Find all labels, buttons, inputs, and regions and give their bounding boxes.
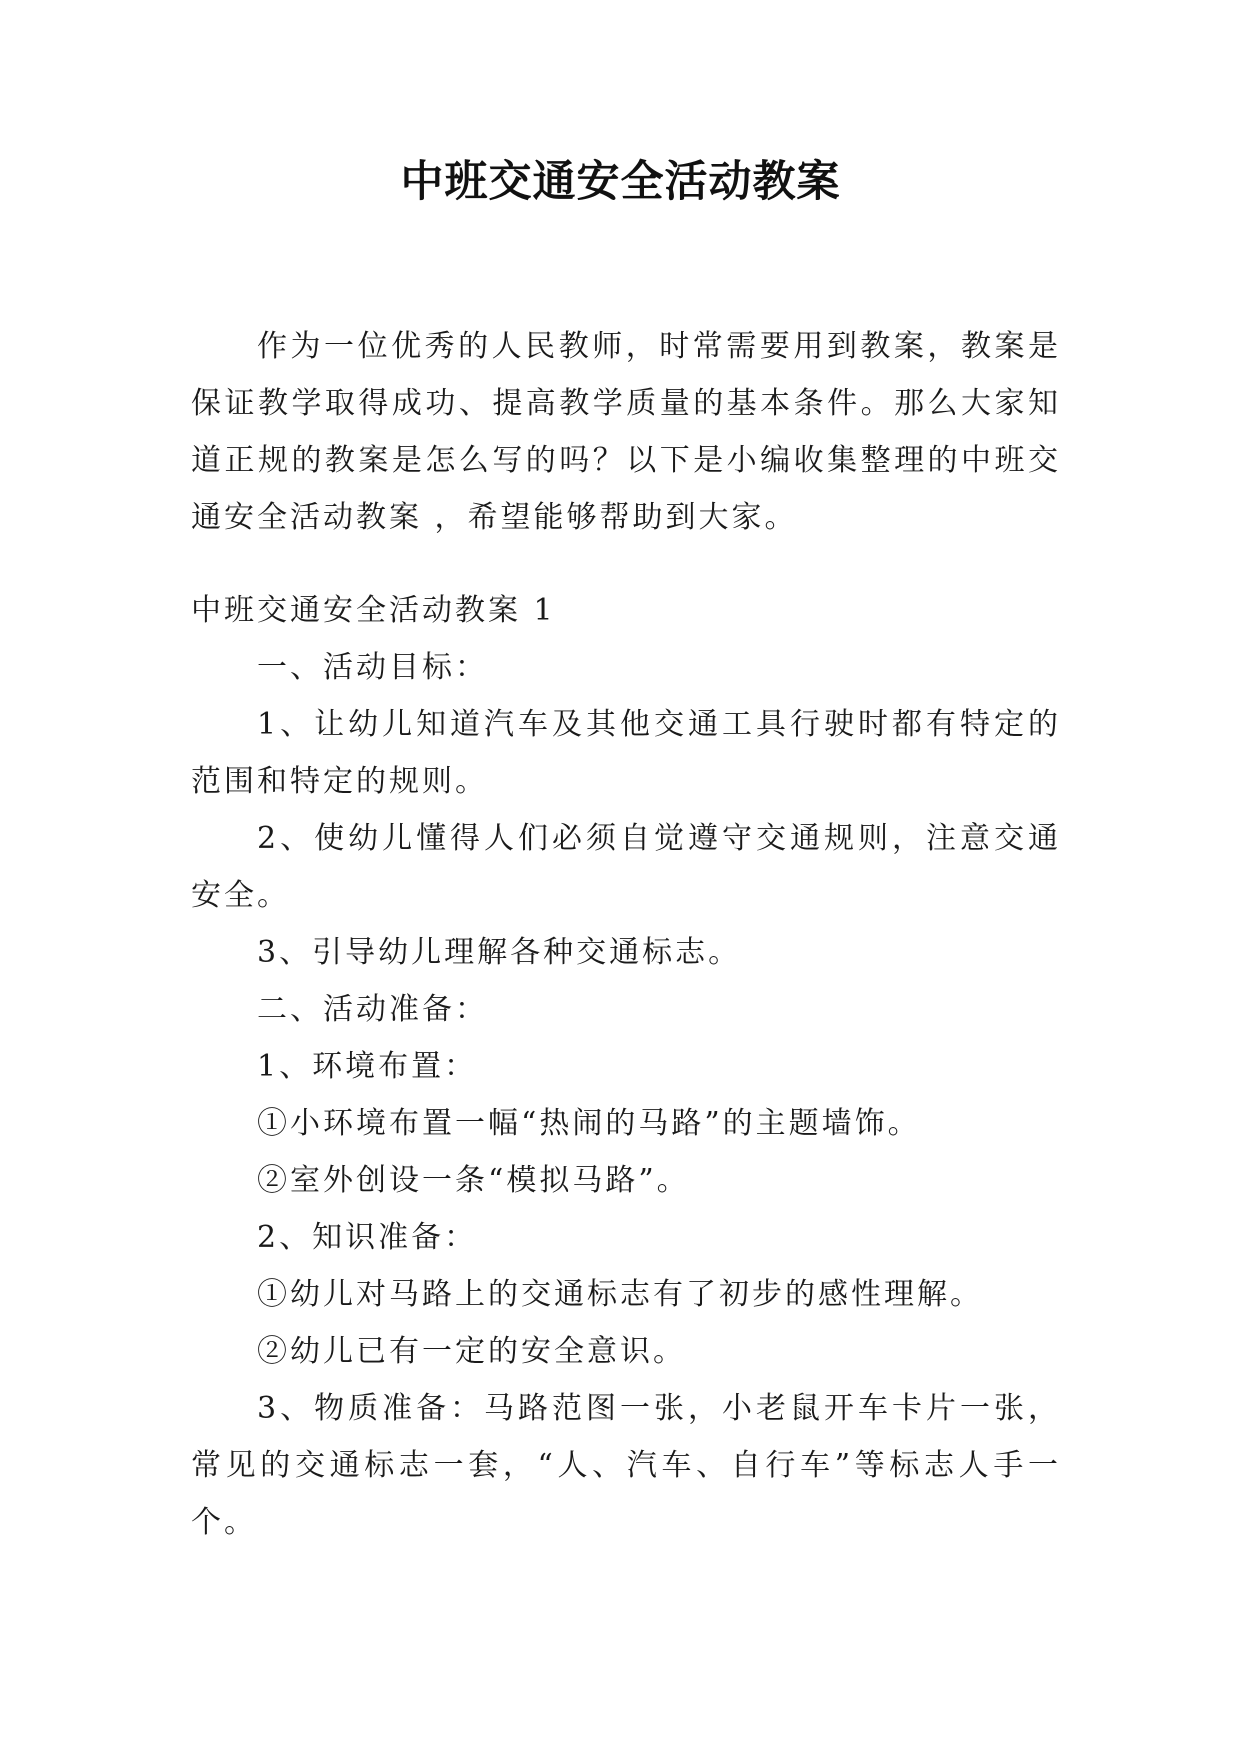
- paragraph-knowledge-item-1: ①幼儿对马路上的交通标志有了初步的感性理解。: [257, 1277, 983, 1312]
- paragraph-knowledge-item-2: ②幼儿已有一定的安全意识。: [257, 1334, 686, 1369]
- intro-paragraph: 作为一位优秀的人民教师，时常需要用到教案，教案是保证教学取得成功、提高教学质量的基本条件。那么大家知道正规的教案是怎么写的吗？以下是小编收集整理的中班交通安全活动教案 ，希望能够帮助到大家。: [191, 329, 1061, 535]
- paragraph-env-item-2: ②室外创设一条“模拟马路”。: [257, 1163, 690, 1198]
- paragraph-goal-2: 2、使幼儿懂得人们必须自觉遵守交通规则，注意交通安全。: [191, 821, 1061, 913]
- paragraph-goals-heading: 一、活动目标：: [257, 650, 488, 685]
- paragraph-goal-3: 3、引导幼儿理解各种交通标志。: [257, 935, 742, 970]
- section-title: 中班交通安全活动教案 1: [191, 593, 556, 628]
- paragraph-goal-1: 1、让幼儿知道汽车及其他交通工具行驶时都有特定的范围和特定的规则。: [191, 707, 1061, 799]
- paragraph-knowledge-prep: 2、知识准备：: [257, 1220, 478, 1255]
- document-body: [191, 582, 1061, 1551]
- document-title: 中班交通安全活动教案: [400, 157, 841, 207]
- paragraph-material-prep: 3、物质准备：马路范图一张，小老鼠开车卡片一张，常见的交通标志一套，“人、汽车、自行车”等标志人手一个。: [191, 1391, 1061, 1540]
- paragraph-env-item-1: ①小环境布置一幅“热闹的马路”的主题墙饰。: [257, 1106, 921, 1141]
- paragraph-prep-heading: 二、活动准备：: [257, 992, 488, 1027]
- paragraph-env-setup: 1、环境布置：: [257, 1049, 478, 1084]
